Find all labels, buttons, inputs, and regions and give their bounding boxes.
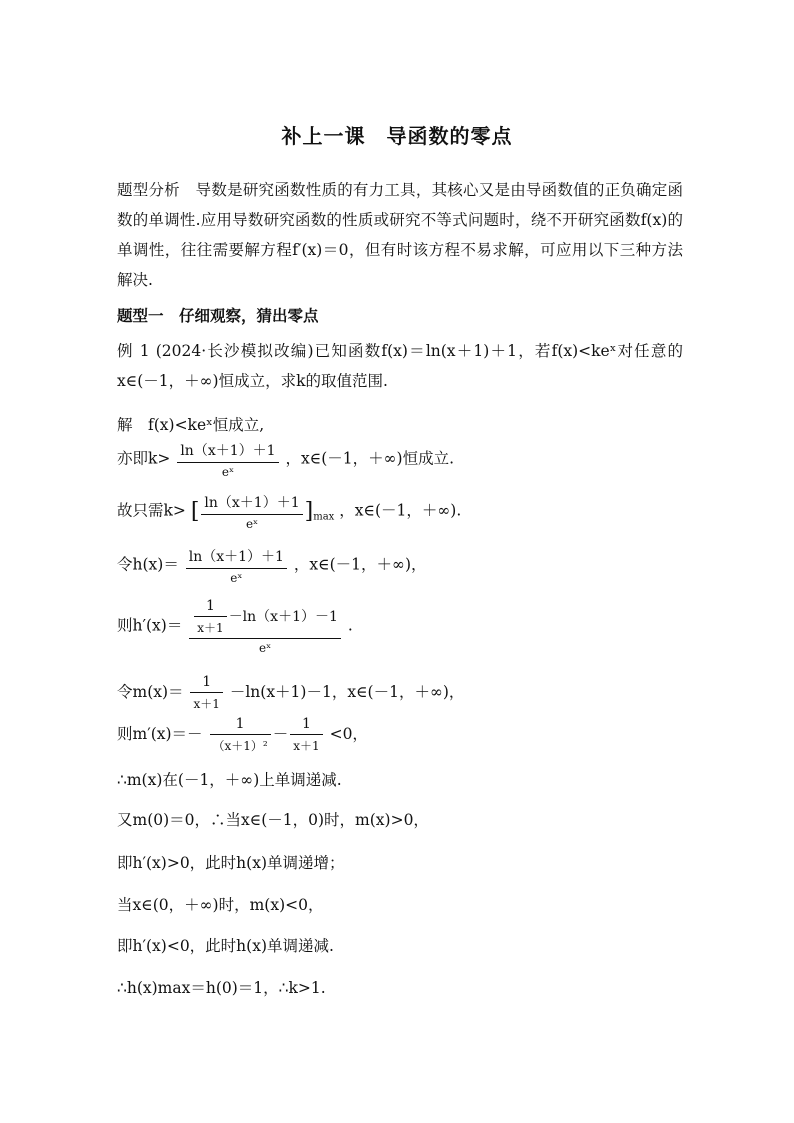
denominator: eˣ xyxy=(221,465,235,479)
numerator xyxy=(189,598,341,636)
fraction xyxy=(210,716,271,754)
fraction xyxy=(177,440,278,479)
denominator: （x＋1）² xyxy=(212,739,268,753)
denominator: eˣ xyxy=(259,641,272,655)
solution-line-3: 故只需k> [ $\frac{\ln(x+1)+1}{\text{eˣ}}$ ]$_{max}$ ，x∈(－1，＋∞). xyxy=(117,492,461,531)
fraction xyxy=(189,598,341,655)
section-heading: 题型一 仔细观察，猜出零点 xyxy=(117,306,319,325)
denominator: x＋1 xyxy=(193,697,220,711)
denominator: x＋1 xyxy=(197,621,224,635)
inner-fraction xyxy=(194,598,226,636)
text: －ln(x＋1)－1，x∈(－1，＋∞)， xyxy=(229,683,465,701)
numerator: 1 xyxy=(301,716,311,732)
example-statement: 例 1 (2024·长沙模拟改编)已知函数f(x)＝ln(x＋1)＋1，若f(x)<keˣ对任意的x∈(－1，＋∞)恒成立，求k的取值范围. xyxy=(117,342,683,390)
numerator: 1 xyxy=(206,598,215,614)
solution-line-5 xyxy=(117,598,353,655)
text: －ln（x＋1）－1 xyxy=(228,609,338,625)
text: <0， xyxy=(329,725,368,743)
fraction xyxy=(201,492,302,531)
page-title: 补上一课 导函数的零点 xyxy=(281,124,513,148)
solution-line-9: 又m(0)＝0，∴当x∈(－1，0)时，m(x)>0， xyxy=(117,811,429,829)
intro-paragraph: 题型分析 导数是研究函数性质的有力工具，其核心又是由导函数值的正负确定函数的单调性.应用导数研究函数的性质或研究不等式问题时，绕不开研究函数f(x)的单调性，往往需要解方程f′(x)＝0，但有时该方程不易求解，可应用以下三种方法解决. xyxy=(117,181,683,289)
solution-line-11: 当x∈(0，＋∞)时，m(x)<0， xyxy=(117,896,324,914)
solution-line-8: ∴m(x)在(－1，＋∞)上单调递减. xyxy=(117,771,342,789)
numerator: ln（x＋1）＋1 xyxy=(188,549,284,565)
text: 则m′(x)＝－ xyxy=(117,725,203,743)
max-subscript: max xyxy=(313,511,335,523)
numerator: 1 xyxy=(235,716,245,732)
solution-line-4 xyxy=(117,546,427,585)
text: － xyxy=(272,725,289,743)
solution-line-13: ∴h(x)max＝h(0)＝1，∴k>1. xyxy=(117,979,326,997)
fraction xyxy=(186,546,287,585)
text: 则h′(x)＝ xyxy=(117,616,183,635)
solution-line-7 xyxy=(117,716,368,754)
solution-line-12: 即h′(x)<0，此时h(x)单调递减. xyxy=(117,937,334,955)
text: 亦即k> xyxy=(117,449,171,468)
solution-line-1: 解 f(x)<keˣ恒成立, xyxy=(117,416,265,434)
numerator: 1 xyxy=(202,674,212,690)
numerator: ln（x＋1）＋1 xyxy=(180,443,276,459)
text: ，x∈(－1，＋∞)， xyxy=(293,555,427,574)
text: 故只需k> xyxy=(117,501,186,520)
text: ，x∈(－1，＋∞). xyxy=(339,501,462,520)
fraction xyxy=(290,716,322,754)
denominator: eˣ xyxy=(245,517,259,531)
numerator: ln（x＋1）＋1 xyxy=(204,495,300,511)
text: . xyxy=(347,616,353,635)
solution-line-6 xyxy=(117,674,464,712)
text: 令h(x)＝ xyxy=(117,555,179,574)
text: 令m(x)＝ xyxy=(117,683,184,701)
solution-line-2 xyxy=(117,440,454,479)
text: ，x∈(－1，＋∞)恒成立. xyxy=(285,449,454,468)
denominator: x＋1 xyxy=(293,739,320,753)
solution-line-10: 即h′(x)>0，此时h(x)单调递增； xyxy=(117,854,345,872)
denominator: eˣ xyxy=(230,571,243,585)
fraction xyxy=(190,674,222,712)
